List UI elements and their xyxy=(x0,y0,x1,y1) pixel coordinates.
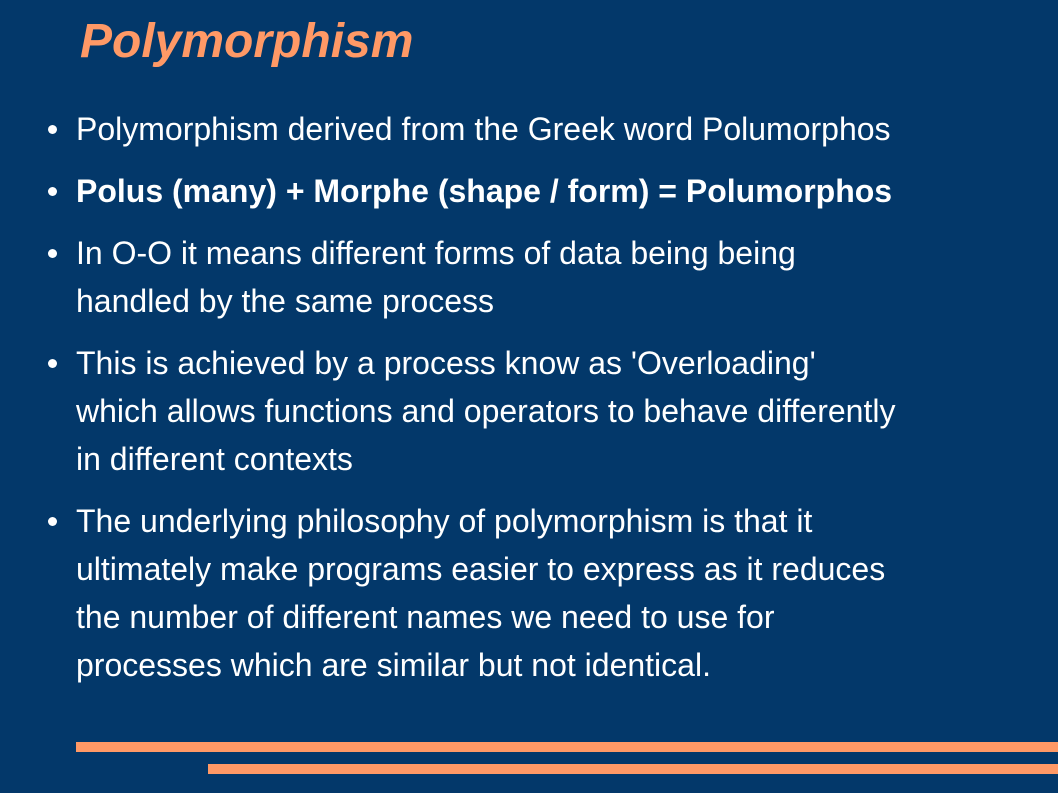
bullet-icon xyxy=(48,359,57,368)
bullet-item-3 xyxy=(48,229,1038,325)
bullet-line: Polus (many) + Morphe (shape / form) = Polumorphos xyxy=(76,173,893,209)
bullet-line: handled by the same process xyxy=(76,283,495,319)
bullet-item-4 xyxy=(48,339,1038,483)
bullet-line: which allows functions and operators to behave differently xyxy=(76,393,896,429)
bullet-text-4 xyxy=(76,345,895,477)
slide-title: Polymorphism xyxy=(80,15,414,68)
bullet-text-1 xyxy=(76,111,891,147)
bullet-line: Polymorphism derived from the Greek word Polumorphos xyxy=(76,111,891,147)
bullet-line: The underlying philosophy of polymorphism is that it xyxy=(76,503,813,539)
bullet-item-2 xyxy=(48,167,1038,215)
bullet-line: In O-O it means different forms of data being being xyxy=(76,235,796,271)
bullet-icon xyxy=(48,187,57,196)
bullet-line: ultimately make programs easier to express as it reduces xyxy=(76,551,886,587)
decorative-rule-bottom xyxy=(208,764,1058,774)
bullet-list xyxy=(48,105,1038,689)
bullet-icon xyxy=(48,517,57,526)
bullet-text-3 xyxy=(76,235,796,319)
decorative-rule-top xyxy=(76,742,1058,752)
bullet-icon xyxy=(48,249,57,258)
bullet-line: processes which are similar but not identical. xyxy=(76,647,711,683)
bullet-text-2 xyxy=(76,173,892,209)
bullet-item-1 xyxy=(48,105,1038,153)
bullet-line: the number of different names we need to use for xyxy=(76,599,775,635)
bullet-icon xyxy=(48,125,57,134)
bullet-line: in different contexts xyxy=(76,441,353,477)
bullet-item-5 xyxy=(48,497,1038,689)
bullet-line: This is achieved by a process know as 'Overloading' xyxy=(76,345,816,381)
bullet-text-5 xyxy=(76,503,885,683)
